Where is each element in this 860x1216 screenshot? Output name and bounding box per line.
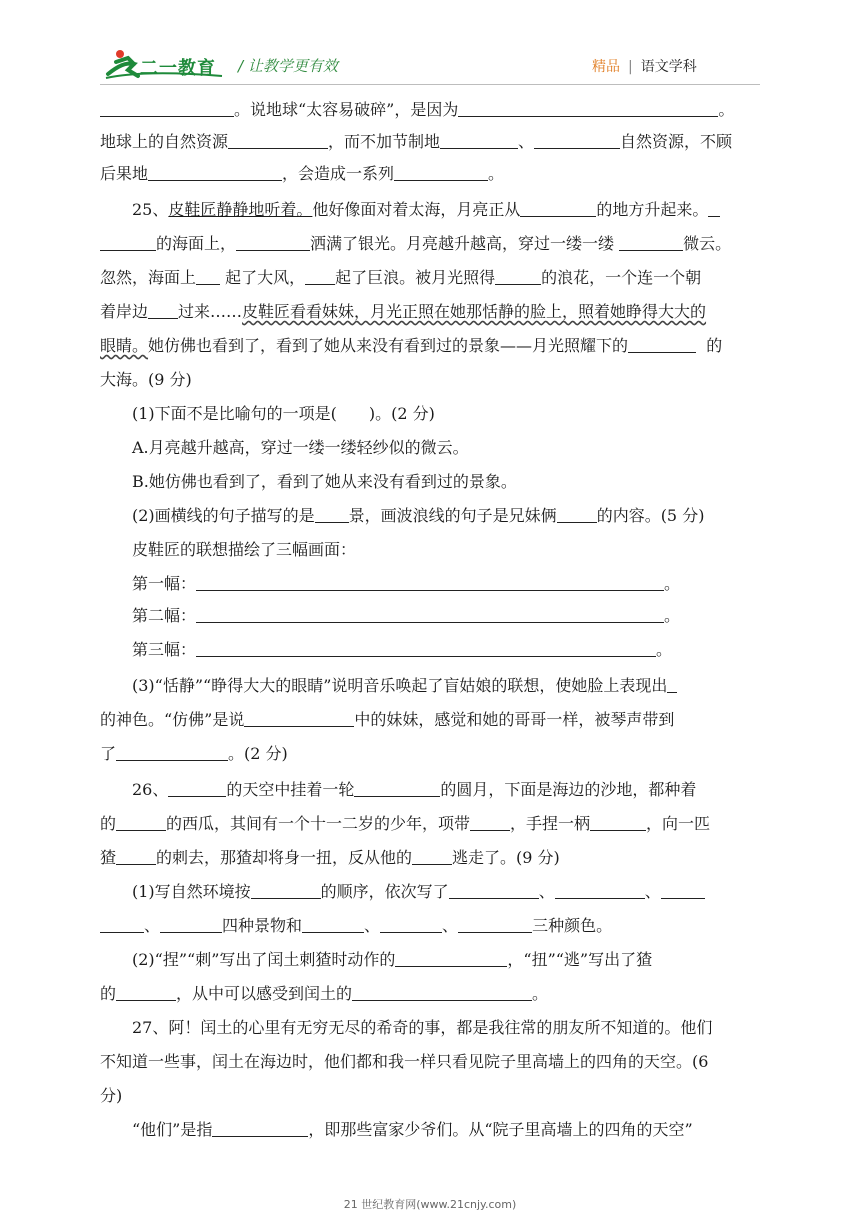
text: 的 xyxy=(706,336,723,355)
text: 的天空中挂着一轮 xyxy=(226,780,355,799)
text: 的 xyxy=(100,814,117,833)
text: ，手捏一柄 xyxy=(510,814,591,833)
text: ，而不加节制地 xyxy=(328,132,441,151)
answer-blank[interactable] xyxy=(305,268,335,285)
header-separator: | xyxy=(628,59,633,75)
answer-blank[interactable] xyxy=(148,302,178,319)
text: 。 xyxy=(718,100,735,119)
answer-blank[interactable] xyxy=(100,916,144,933)
text: 的 xyxy=(100,984,117,1003)
text: 。说地球“太容易破碎”，是因为 xyxy=(234,100,459,119)
quality-label: 精品 xyxy=(592,59,620,75)
text: 景，画波浪线的句子是兄妹俩 xyxy=(348,506,557,525)
answer-blank[interactable] xyxy=(352,984,532,1001)
q25-sub-1: (1)下面不是比喻句的一项是( )。(2 分) xyxy=(132,404,435,423)
answer-blank[interactable] xyxy=(412,848,452,865)
text: 忽然，海面上 xyxy=(100,268,197,287)
answer-blank[interactable] xyxy=(228,132,328,149)
answer-blank[interactable] xyxy=(236,234,310,251)
q26-sub-1-line-2 xyxy=(100,916,764,936)
text: “他们”是指 xyxy=(132,1120,213,1139)
answer-blank[interactable] xyxy=(555,882,645,899)
answer-blank[interactable] xyxy=(244,710,354,727)
logo-text: 二一教育 xyxy=(140,58,216,79)
text: ，“扭”“逃”写出了猹 xyxy=(507,950,653,969)
text: 第一幅： xyxy=(132,574,197,593)
text-line-2 xyxy=(100,132,764,152)
q25-line-4 xyxy=(100,302,764,322)
question-number: 25、 xyxy=(132,200,169,219)
answer-blank[interactable] xyxy=(196,606,664,623)
text: 起了巨浪。被月光照得 xyxy=(335,268,496,287)
text-line-3 xyxy=(100,164,764,184)
text: 。 xyxy=(532,984,549,1003)
wavy-underlined-sentence: 皮鞋匠看看妹妹，月光正照在她那恬静的脸上，照着她睁得大大的 xyxy=(242,302,707,321)
picture-1 xyxy=(132,574,796,594)
q25-line-6: 大海。(9 分) xyxy=(100,370,192,389)
answer-blank[interactable] xyxy=(196,640,656,657)
answer-blank[interactable] xyxy=(100,234,156,251)
q25-sub-3 xyxy=(132,676,764,696)
text: ，会造成一系列 xyxy=(282,164,395,183)
picture-3 xyxy=(132,640,796,660)
text: ，向一匹 xyxy=(646,814,711,833)
q26-sub-2 xyxy=(132,950,764,970)
answer-blank[interactable] xyxy=(520,200,596,217)
answer-blank[interactable] xyxy=(628,336,696,353)
answer-blank[interactable] xyxy=(458,916,532,933)
answer-blank[interactable] xyxy=(251,882,321,899)
q25-sub-2 xyxy=(132,506,796,526)
text: 的浪花，一个连一个朝 xyxy=(541,268,702,287)
text: 自然资源，不顾 xyxy=(620,132,733,151)
page-header xyxy=(0,0,860,84)
underlined-sentence: 皮鞋匠静静地听着。 xyxy=(168,200,313,219)
answer-blank[interactable] xyxy=(380,916,442,933)
text: 三种颜色。 xyxy=(532,916,613,935)
text: 的刺去，那猹却将身一扭，反从他的 xyxy=(156,848,413,867)
answer-blank[interactable] xyxy=(116,984,176,1001)
text: 第三幅： xyxy=(132,640,197,659)
answer-blank[interactable] xyxy=(394,164,488,181)
answer-blank[interactable] xyxy=(196,574,664,591)
text: 她仿佛也看到了，看到了她从来没有看到过的景象——月光照耀下的 xyxy=(148,336,629,355)
text: 的顺序，依次写了 xyxy=(320,882,449,901)
text: 。(2 分) xyxy=(228,744,288,763)
answer-blank[interactable] xyxy=(116,814,166,831)
answer-blank[interactable] xyxy=(661,882,705,899)
question-number: 26、 xyxy=(132,780,169,799)
answer-blank[interactable] xyxy=(315,506,349,523)
text: ，从中可以感受到闰土的 xyxy=(176,984,353,1003)
text: 、 xyxy=(538,882,555,901)
answer-blank[interactable] xyxy=(495,268,541,285)
page-footer: 21 世纪教育网(www.21cnjy.com) xyxy=(343,1198,517,1211)
text: 、 xyxy=(518,132,535,151)
text: 四种景物和 xyxy=(222,916,303,935)
text: (2)画横线的句子描写的是 xyxy=(132,506,315,525)
text: 、 xyxy=(442,916,459,935)
text: ，即那些富家少爷们。从“院子里高墙上的四角的天空” xyxy=(308,1120,693,1139)
text: 猹 xyxy=(100,848,117,867)
answer-blank[interactable] xyxy=(302,916,364,933)
text: (2)“捏”“刺”写出了闰土刺猹时动作的 xyxy=(132,950,396,969)
q26-sub-1 xyxy=(132,882,764,902)
text: 、 xyxy=(364,916,381,935)
header-right xyxy=(592,56,697,76)
q25-sub-3-line-3 xyxy=(100,744,764,764)
text: 洒满了银光。月亮越升越高，穿过一缕一缕 xyxy=(310,234,615,253)
text: 着岸边 xyxy=(100,302,149,321)
text: 的神色。“仿佛”是说 xyxy=(100,710,245,729)
picture-2 xyxy=(132,606,796,626)
answer-blank[interactable] xyxy=(116,848,156,865)
answer-blank[interactable] xyxy=(557,506,597,523)
q27-line-4 xyxy=(132,1120,764,1140)
text: 。 xyxy=(656,640,673,659)
text: (1)写自然环境按 xyxy=(132,882,251,901)
q25-sub-2-prompt: 皮鞋匠的联想描绘了三幅画面： xyxy=(132,540,357,559)
text: 起了大风， xyxy=(225,268,306,287)
text: 了 xyxy=(100,744,117,763)
answer-blank[interactable] xyxy=(168,780,226,797)
answer-blank[interactable] xyxy=(458,100,718,117)
slogan: / 让教学更有效 xyxy=(238,57,338,75)
answer-blank[interactable] xyxy=(395,950,507,967)
text: 后果地 xyxy=(100,164,149,183)
text: 。 xyxy=(664,606,681,625)
answer-blank[interactable] xyxy=(148,164,282,181)
answer-blank[interactable] xyxy=(470,814,510,831)
text: 的内容。(5 分) xyxy=(596,506,705,525)
q25-line-3 xyxy=(100,268,764,288)
text: 的地方升起来。 xyxy=(596,200,709,219)
answer-blank[interactable] xyxy=(449,882,539,899)
q25-sub-3-line-2 xyxy=(100,710,764,730)
option-b: B.她仿佛也看到了，看到了她从来没有看到过的景象。 xyxy=(132,472,517,491)
q27-line-2: 不知道一些事，闰土在海边时，他们都和我一样只看见院子里高墙上的四角的天空。(6 xyxy=(100,1052,709,1071)
text: 。 xyxy=(664,574,681,593)
text: 他好像面对着太海，月亮正从 xyxy=(312,200,521,219)
option-a: A.月亮越升越高，穿过一缕一缕轻纱似的微云。 xyxy=(132,438,469,457)
answer-blank[interactable] xyxy=(196,268,220,285)
answer-blank[interactable] xyxy=(534,132,620,149)
answer-blank[interactable] xyxy=(212,1120,308,1137)
q27-line-3: 分) xyxy=(100,1086,123,1105)
text: 、 xyxy=(644,882,661,901)
text: 微云。 xyxy=(683,234,732,253)
q25-line-2 xyxy=(100,234,764,254)
answer-blank[interactable] xyxy=(708,200,720,217)
q26-line-3 xyxy=(100,848,764,868)
text: 中的妹妹，感觉和她的哥哥一样，被琴声带到 xyxy=(354,710,675,729)
text: 的海面上， xyxy=(156,234,237,253)
q25-line-1 xyxy=(132,200,764,220)
answer-blank[interactable] xyxy=(100,100,234,117)
text: 的西瓜，其间有一个十一二岁的少年，项带 xyxy=(166,814,471,833)
text: 。 xyxy=(488,164,505,183)
subject-label: 语文学科 xyxy=(640,59,697,75)
header-divider xyxy=(100,84,760,85)
text: (3)“恬静”“睁得大大的眼睛”说明音乐唤起了盲姑娘的联想，使她脸上表现出 xyxy=(132,676,668,695)
text: 逃走了。(9 分) xyxy=(452,848,560,867)
q26-line-2 xyxy=(100,814,764,834)
text: 、 xyxy=(144,916,161,935)
text: 第二幅： xyxy=(132,606,197,625)
answer-blank[interactable] xyxy=(160,916,222,933)
wavy-underlined-sentence: 眼睛。 xyxy=(100,336,149,355)
text: 的圆月，下面是海边的沙地，都种着 xyxy=(440,780,697,799)
q26-sub-2-line-2 xyxy=(100,984,764,1004)
answer-blank[interactable] xyxy=(619,234,683,251)
q27-line-1: 27、阿！闰土的心里有无穷无尽的希奇的事，都是我往常的朋友所不知道的。他们 xyxy=(132,1018,713,1037)
answer-blank[interactable] xyxy=(354,780,440,797)
text: 过来…… xyxy=(178,302,243,321)
answer-blank[interactable] xyxy=(590,814,646,831)
answer-blank[interactable] xyxy=(116,744,228,761)
q25-line-5 xyxy=(100,336,764,356)
answer-blank[interactable] xyxy=(667,676,677,693)
answer-blank[interactable] xyxy=(440,132,518,149)
q26-line-1 xyxy=(132,780,764,800)
text: 地球上的自然资源 xyxy=(100,132,229,151)
text-line-1 xyxy=(100,100,764,120)
